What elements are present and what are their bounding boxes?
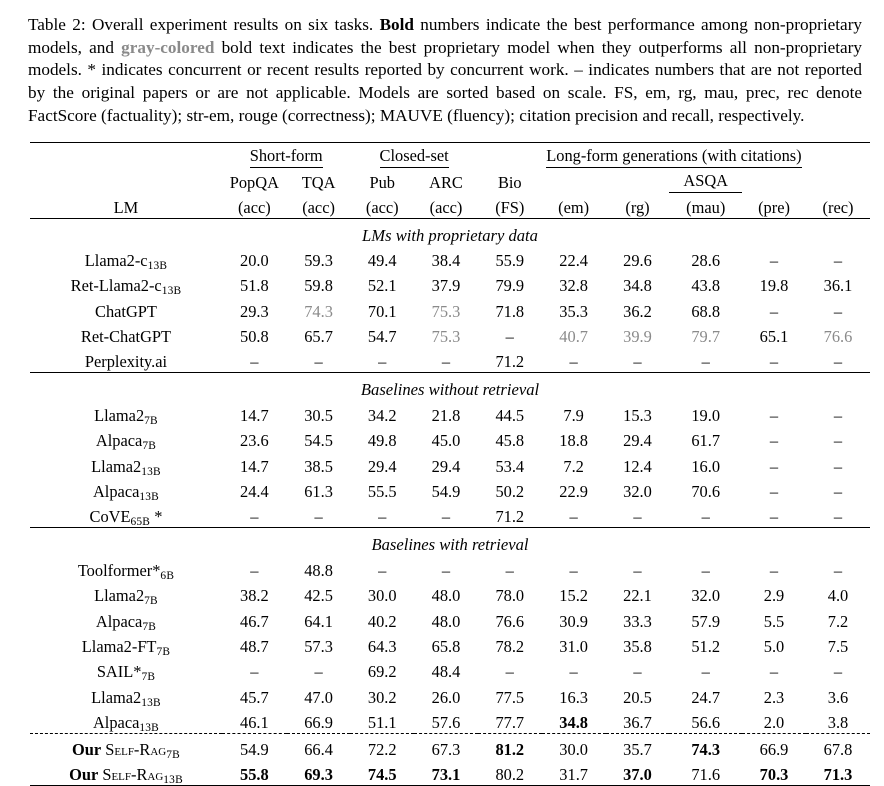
col-name-pre <box>742 168 806 193</box>
unit-bio: (FS) <box>495 197 525 217</box>
subgroup-header-asqa: ASQA <box>669 168 742 193</box>
cell-value: – <box>441 352 451 372</box>
cell-value: 75.3 <box>431 301 461 321</box>
cell-value: 69.2 <box>367 662 397 682</box>
empty-corner-cell <box>30 142 222 168</box>
table-row <box>30 400 870 425</box>
caption-mid2: bold text indicates the best proprietary model when they outperforms all non-proprietary models. * indicates concurrent or recent results reported by concurrent work. – indicates numbers that are not reported by the original papers or are not applicable. Models are sorted based on scale. FS, em, rg, mau, prec, rec denote FactScore (factuality); str-em, rouge (correctness); MAUVE (fluency); citation precision and recall, respectively. <box>28 37 863 125</box>
lm-header-cell: LM <box>113 197 139 217</box>
cell-value: 24.4 <box>240 482 269 502</box>
cell-value: 51.1 <box>367 713 397 733</box>
table-row <box>30 708 870 734</box>
cell-value: 3.8 <box>827 713 849 733</box>
cell-value: – <box>569 662 578 682</box>
cell-value: 5.0 <box>763 636 785 656</box>
cell-value: 35.3 <box>559 301 588 321</box>
cell-value: 29.6 <box>623 250 652 270</box>
cell-value: 61.7 <box>691 431 721 451</box>
cell-value: 14.7 <box>240 456 269 476</box>
table-row <box>30 682 870 707</box>
row-label: Alpaca$_{13B}$ <box>92 713 159 735</box>
cell-value: 40.2 <box>367 611 397 631</box>
cell-value: – <box>833 560 843 580</box>
cell-value: – <box>441 560 451 580</box>
cell-value: – <box>833 431 843 451</box>
table-group-header-row <box>30 142 870 168</box>
row-label: $Llama2-FT_{7B}$ <box>81 636 171 658</box>
cell-value: 59.3 <box>304 250 333 270</box>
cell-value: 42.5 <box>304 586 333 606</box>
cell-value: 30.5 <box>304 405 333 425</box>
cell-value: – <box>250 560 259 580</box>
table-caption <box>28 14 862 128</box>
group-label-closed-set: Closed-set <box>380 146 449 168</box>
table-row <box>30 271 870 296</box>
cell-value: 77.5 <box>495 687 525 707</box>
row-label: $Llama2_{7B}$ <box>94 586 158 608</box>
cell-value: 70.3 <box>759 764 789 784</box>
cell-value: 70.1 <box>367 301 397 321</box>
cell-value: 54.9 <box>431 482 461 502</box>
cell-value: – <box>378 507 387 527</box>
cell-value: – <box>769 431 779 451</box>
cell-value: – <box>250 507 259 527</box>
cell-value: 31.0 <box>559 636 588 656</box>
row-label: Alpaca$_{7B}$ <box>95 611 157 633</box>
cell-value: 54.5 <box>304 431 333 451</box>
cell-value: – <box>769 560 779 580</box>
cell-value: 75.3 <box>431 327 461 347</box>
row-label: $Llama2-c_{13B}$ <box>84 250 168 272</box>
cell-value: – <box>378 560 387 580</box>
cell-value: – <box>633 560 642 580</box>
cell-value: 71.2 <box>495 507 525 527</box>
cell-value: 24.7 <box>691 687 721 707</box>
cell-value: 26.0 <box>431 687 461 707</box>
unit-rec: (rec) <box>822 197 854 217</box>
unit-popqa: (acc) <box>237 197 271 217</box>
cell-value: 70.6 <box>691 482 721 502</box>
cell-value: 34.8 <box>623 276 652 296</box>
cell-value: – <box>378 352 387 372</box>
cell-value: 19.0 <box>691 405 721 425</box>
cell-value: – <box>314 662 323 682</box>
cell-value: 57.6 <box>431 713 461 733</box>
group-header-closed-set <box>350 142 477 168</box>
cell-value: 32.0 <box>691 586 721 606</box>
cell-value: – <box>769 507 779 527</box>
cell-value: 22.1 <box>623 586 652 606</box>
col-name-tqa: TQA <box>301 172 336 192</box>
cell-value: 65.7 <box>304 327 333 347</box>
cell-value: 68.8 <box>691 301 721 321</box>
cell-value: 22.4 <box>559 250 588 270</box>
cell-value: 54.7 <box>367 327 397 347</box>
cell-value: 45.7 <box>240 687 269 707</box>
cell-value: – <box>833 662 843 682</box>
cell-value: 49.4 <box>367 250 397 270</box>
cell-value: 45.0 <box>431 431 461 451</box>
cell-value: 53.4 <box>495 456 525 476</box>
unit-rg: (rg) <box>625 197 650 217</box>
cell-value: 15.2 <box>559 586 588 606</box>
cell-value: – <box>833 250 843 270</box>
cell-value: 46.1 <box>240 713 269 733</box>
row-label: Perplexity.ai <box>84 352 168 372</box>
group-label-long-form: Long-form generations (with citations) <box>546 146 801 168</box>
cell-value: 3.6 <box>827 687 849 707</box>
cell-value: 30.0 <box>542 734 606 760</box>
col-name-bio: Bio <box>497 172 522 192</box>
section-header-row <box>30 528 870 556</box>
table-row <box>30 502 870 528</box>
cell-value: 47.0 <box>304 687 333 707</box>
cell-value: 31.7 <box>559 764 588 784</box>
cell-value: 76.6 <box>823 327 853 347</box>
cell-value: 52.1 <box>367 276 397 296</box>
cell-value: – <box>441 507 451 527</box>
cell-value: 23.6 <box>240 431 269 451</box>
cell-value: – <box>633 662 642 682</box>
cell-value: – <box>250 352 259 372</box>
cell-value: 71.2 <box>495 352 525 372</box>
cell-value: 7.9 <box>563 405 584 425</box>
cell-value: 79.9 <box>495 276 525 296</box>
cell-value: 54.9 <box>222 734 287 760</box>
cell-value: 30.0 <box>367 586 397 606</box>
caption-graycolored-word: gray-colored <box>121 37 215 57</box>
cell-value: 2.3 <box>763 687 785 707</box>
unit-em: (em) <box>558 197 590 217</box>
cell-value: 66.4 <box>287 734 351 760</box>
cell-value: 34.8 <box>559 713 588 733</box>
table-row <box>30 451 870 476</box>
cell-value: 33.3 <box>623 611 652 631</box>
cell-value: – <box>769 301 779 321</box>
cell-value: 71.8 <box>495 301 525 321</box>
cell-value: 49.8 <box>367 431 397 451</box>
cell-value: 48.8 <box>304 560 333 580</box>
table-row-ours-7b <box>30 734 870 760</box>
cell-value: 20.0 <box>240 250 269 270</box>
row-label: $Llama2_{13B}$ <box>91 687 161 709</box>
cell-value: 2.9 <box>763 586 785 606</box>
cell-value: 55.8 <box>240 764 269 784</box>
row-label: $SAIL*_{7B}$ <box>96 662 156 684</box>
table-row <box>30 657 870 682</box>
row-label: $Llama2_{13B}$ <box>91 456 161 478</box>
cell-value: 71.6 <box>691 764 721 784</box>
cell-value: – <box>833 456 843 476</box>
cell-value: 66.9 <box>742 734 806 760</box>
col-name-pub: Pub <box>369 172 396 192</box>
cell-value: 29.4 <box>431 456 461 476</box>
cell-value: 64.1 <box>304 611 333 631</box>
cell-value: 80.2 <box>495 764 525 784</box>
caption-bold-word: Bold <box>379 15 414 34</box>
cell-value: 81.2 <box>478 734 542 760</box>
cell-value: 77.7 <box>495 713 525 733</box>
cell-value: – <box>701 560 710 580</box>
table-row <box>30 581 870 606</box>
table-row <box>30 555 870 580</box>
cell-value: 69.3 <box>304 764 333 784</box>
cell-value: – <box>769 250 779 270</box>
cell-value: 51.2 <box>691 636 721 656</box>
cell-value: – <box>833 405 843 425</box>
row-label: $Llama2_{7B}$ <box>94 405 158 427</box>
cell-value: – <box>250 662 259 682</box>
cell-value: 30.9 <box>559 611 588 631</box>
cell-value: 66.9 <box>304 713 333 733</box>
group-label-short-form: Short-form <box>250 146 323 168</box>
cell-value: 7.2 <box>563 456 584 476</box>
cell-value: 56.6 <box>691 713 721 733</box>
row-label: Our Self-Rag$_{7B}$ <box>30 734 222 760</box>
cell-value: 64.3 <box>367 636 397 656</box>
cell-value: – <box>505 560 514 580</box>
unit-mau: (mau) <box>686 197 726 217</box>
row-label: Ret-ChatGPT <box>80 327 172 347</box>
cell-value: – <box>314 352 323 372</box>
cell-value: 43.8 <box>691 276 721 296</box>
section-header-row <box>30 218 870 246</box>
cell-value: 35.7 <box>606 734 670 760</box>
cell-value: 29.3 <box>240 301 269 321</box>
cell-value: – <box>769 352 779 372</box>
cell-value: 28.6 <box>691 250 721 270</box>
cell-value: 19.8 <box>759 276 789 296</box>
unit-tqa: (acc) <box>302 197 335 217</box>
cell-value: – <box>833 482 843 502</box>
table-row <box>30 606 870 631</box>
cell-value: 48.0 <box>431 586 461 606</box>
cell-value: 7.2 <box>827 611 849 631</box>
cell-value: 46.7 <box>240 611 269 631</box>
cell-value: 38.4 <box>431 250 461 270</box>
table-row-ours-13b <box>30 760 870 786</box>
cell-value: 57.3 <box>304 636 333 656</box>
cell-value: – <box>701 662 710 682</box>
cell-value: 48.0 <box>431 611 461 631</box>
cell-value: – <box>769 662 779 682</box>
cell-value: – <box>633 352 642 372</box>
table-row <box>30 426 870 451</box>
cell-value: 37.0 <box>623 764 652 784</box>
cell-value: 38.2 <box>240 586 269 606</box>
cell-value: 12.4 <box>623 456 652 476</box>
cell-value: 51.8 <box>240 276 269 296</box>
cell-value: – <box>833 301 843 321</box>
cell-value: 32.8 <box>559 276 588 296</box>
row-label: Alpaca$_{13B}$ <box>92 482 159 504</box>
cell-value: – <box>833 507 843 527</box>
cell-value: 18.8 <box>559 431 588 451</box>
cell-value: – <box>314 507 323 527</box>
cell-value: 71.3 <box>823 764 853 784</box>
cell-value: – <box>769 456 779 476</box>
caption-mid1: numbers indicate the best performance among non-proprietary models, and <box>28 15 863 57</box>
cell-value: 74.3 <box>304 301 333 321</box>
cell-value: 74.3 <box>669 734 742 760</box>
cell-value: – <box>701 507 710 527</box>
cell-value: – <box>633 507 642 527</box>
row-label: CoVE$_{65B}$ * <box>89 507 163 529</box>
cell-value: – <box>569 352 578 372</box>
row-label: Our Self-Rag$_{13B}$ <box>69 764 183 786</box>
col-name-arc: ARC <box>429 172 463 192</box>
col-name-rg <box>606 168 670 193</box>
cell-value: 73.1 <box>431 764 461 784</box>
cell-value: 15.3 <box>623 405 652 425</box>
table-row <box>30 322 870 347</box>
cell-value: – <box>701 352 710 372</box>
cell-value: 4.0 <box>827 586 849 606</box>
group-header-short-form <box>222 142 350 168</box>
col-name-em <box>542 168 606 193</box>
cell-value: 29.4 <box>623 431 652 451</box>
table-row <box>30 296 870 321</box>
cell-value: 50.2 <box>495 482 525 502</box>
cell-value: 55.5 <box>367 482 397 502</box>
cell-value: 78.2 <box>495 636 525 656</box>
unit-pre: (pre) <box>758 197 790 217</box>
unit-pub: (acc) <box>365 197 399 217</box>
cell-value: 50.8 <box>240 327 269 347</box>
cell-value: 61.3 <box>304 482 333 502</box>
cell-value: 14.7 <box>240 405 269 425</box>
cell-value: 7.5 <box>827 636 849 656</box>
table-row <box>30 347 870 373</box>
cell-value: 36.7 <box>623 713 652 733</box>
table-row <box>30 246 870 271</box>
cell-value: 38.5 <box>304 456 333 476</box>
cell-value: 36.1 <box>823 276 853 296</box>
cell-value: 65.8 <box>431 636 461 656</box>
cell-value: 79.7 <box>691 327 721 347</box>
caption-prefix: Table 2: Overall experiment results on six tasks. <box>28 15 380 34</box>
cell-value: 30.2 <box>367 687 397 707</box>
cell-value: – <box>505 327 514 347</box>
row-label: ChatGPT <box>95 301 157 321</box>
table-row <box>30 477 870 502</box>
cell-value: – <box>833 352 843 372</box>
section-header-row <box>30 373 870 401</box>
cell-value: 59.8 <box>304 276 333 296</box>
cell-value: 20.5 <box>623 687 652 707</box>
cell-value: 48.4 <box>431 662 461 682</box>
cell-value: 16.3 <box>559 687 588 707</box>
cell-value: – <box>505 662 514 682</box>
col-name-rec <box>806 168 870 193</box>
cell-value: 67.8 <box>806 734 870 760</box>
cell-value: 72.2 <box>350 734 414 760</box>
cell-value: 55.9 <box>495 250 525 270</box>
cell-value: 65.1 <box>759 327 789 347</box>
cell-value: 22.9 <box>559 482 588 502</box>
section-title-proprietary: LMs with proprietary data <box>30 218 870 246</box>
cell-value: 40.7 <box>559 327 588 347</box>
cell-value: – <box>569 560 578 580</box>
cell-value: 45.8 <box>495 431 525 451</box>
cell-value: – <box>769 405 779 425</box>
cell-value: 16.0 <box>691 456 721 476</box>
row-label: Alpaca$_{7B}$ <box>95 431 157 453</box>
table-row <box>30 632 870 657</box>
cell-value: 67.3 <box>414 734 478 760</box>
cell-value: – <box>569 507 578 527</box>
col-lm-placeholder <box>30 168 222 193</box>
table-column-name-row <box>30 168 870 193</box>
unit-arc: (acc) <box>429 197 463 217</box>
row-label: Ret-$Llama2-c_{13B}$ <box>70 276 182 298</box>
cell-value: 48.7 <box>240 636 269 656</box>
section-title-with-retrieval: Baselines with retrieval <box>30 528 870 556</box>
cell-value: 34.2 <box>367 405 397 425</box>
section-title-no-retrieval: Baselines without retrieval <box>30 373 870 401</box>
cell-value: 32.0 <box>623 482 652 502</box>
cell-value: 76.6 <box>495 611 525 631</box>
cell-value: 35.8 <box>623 636 652 656</box>
cell-value: – <box>769 482 779 502</box>
cell-value: 37.9 <box>431 276 461 296</box>
cell-value: 74.5 <box>367 764 397 784</box>
cell-value: 2.0 <box>763 713 785 733</box>
table-column-unit-row <box>30 193 870 219</box>
cell-value: 21.8 <box>431 405 461 425</box>
cell-value: 78.0 <box>495 586 525 606</box>
row-label: $Toolformer*_{6B}$ <box>77 560 175 582</box>
cell-value: 44.5 <box>495 405 525 425</box>
cell-value: 5.5 <box>763 611 785 631</box>
results-table <box>30 142 870 786</box>
cell-value: 39.9 <box>623 327 652 347</box>
col-name-popqa: PopQA <box>229 172 279 192</box>
cell-value: 29.4 <box>367 456 397 476</box>
group-header-long-form <box>478 142 870 168</box>
cell-value: 57.9 <box>691 611 721 631</box>
cell-value: 36.2 <box>623 301 652 321</box>
